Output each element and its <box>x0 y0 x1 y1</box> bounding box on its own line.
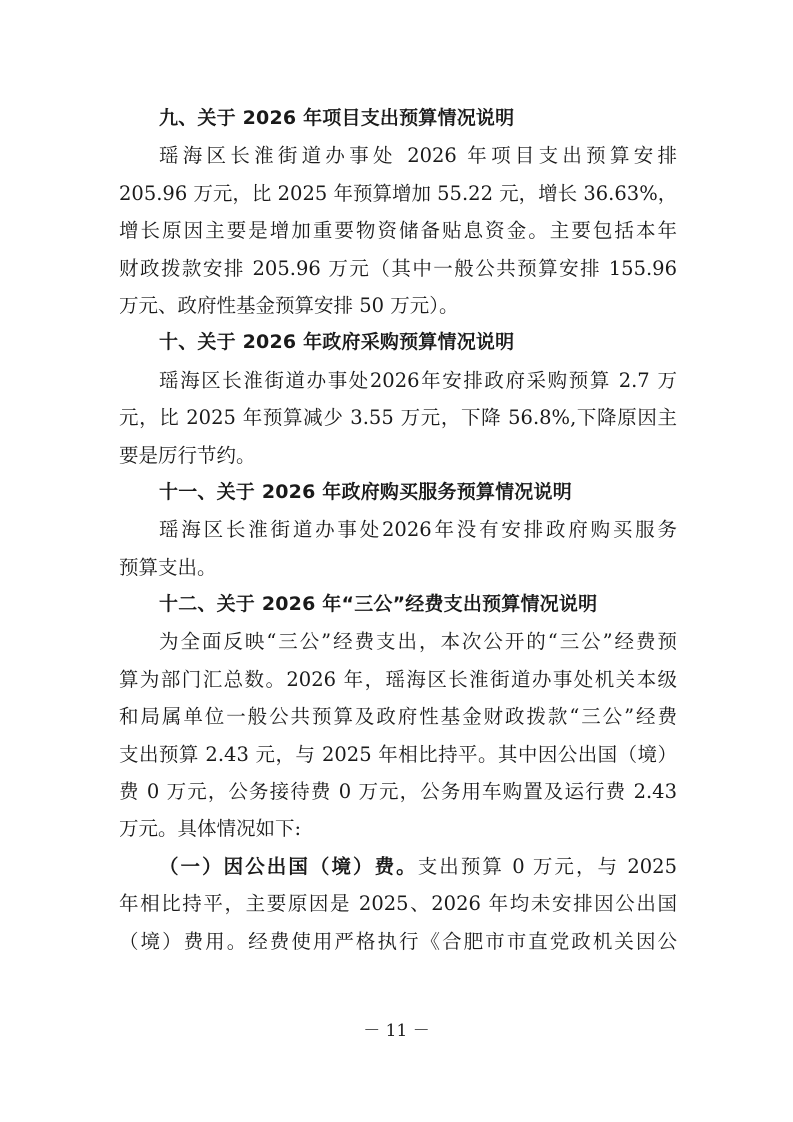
section-heading-9: 九、关于 2026 年项目支出预算情况说明 <box>159 107 515 129</box>
paragraph-line: 和局属单位一般公共预算及政府性基金财政拨款“三公”经费 <box>119 705 677 729</box>
paragraph-line: 年相比持平，主要原因是 2025、2026 年均未安排因公出国 <box>119 892 677 916</box>
subsection-first-line <box>119 848 677 885</box>
subsection-label: （一）因公出国（境）费。 <box>159 854 418 878</box>
paragraph-line: 算为部门汇总数。2026 年，瑶海区长淮街道办事处机关本级 <box>119 667 677 691</box>
paragraph-line: 预算支出。 <box>119 555 217 579</box>
paragraph-line: （境）费用。经费使用严格执行《合肥市市直党政机关因公 <box>119 929 677 953</box>
paragraph-line: 万元。具体情况如下: <box>119 817 302 841</box>
subsection-text: 支出预算 0 万元，与 2025 <box>417 854 677 878</box>
paragraph-line: 瑶海区长淮街道办事处2026年没有安排政府购买服务 <box>159 518 677 542</box>
document-body <box>119 100 677 960</box>
page-number: － 11 － <box>363 1021 430 1041</box>
paragraph-line: 要是厉行节约。 <box>119 443 256 467</box>
paragraph-line: 205.96 万元，比 2025 年预算增加 55.22 元，增长 36.63%， <box>119 181 677 205</box>
section-heading-10: 十、关于 2026 年政府采购预算情况说明 <box>159 331 515 354</box>
paragraph-line: 瑶海区长淮街道办事处2026年安排政府采购预算 2.7 万 <box>159 368 677 392</box>
paragraph-line: 为全面反映“三公”经费支出，本次公开的“三公”经费预 <box>159 630 677 654</box>
section-heading-12: 十二、关于 2026 年“三公”经费支出预算情况说明 <box>159 593 598 616</box>
paragraph-line: 费 0 万元，公务接待费 0 万元，公务用车购置及运行费 2.43 <box>119 780 677 804</box>
paragraph-line: 元，比 2025 年预算减少 3.55 万元，下降 56.8%,下降原因主 <box>119 406 677 430</box>
section-heading-11: 十一、关于 2026 年政府购买服务预算情况说明 <box>159 480 572 503</box>
paragraph-line: 万元、政府性基金预算安排 50 万元）。 <box>119 293 459 317</box>
paragraph-line: 财政拨款安排 205.96 万元（其中一般公共预算安排 155.96 <box>119 256 677 280</box>
paragraph-line: 瑶海区长淮街道办事处 2026 年项目支出预算安排 <box>159 144 677 168</box>
paragraph-line: 支出预算 2.43 元，与 2025 年相比持平。其中因公出国（境） <box>119 742 677 766</box>
paragraph-line: 增长原因主要是增加重要物资储备贴息资金。主要包括本年 <box>119 219 677 243</box>
